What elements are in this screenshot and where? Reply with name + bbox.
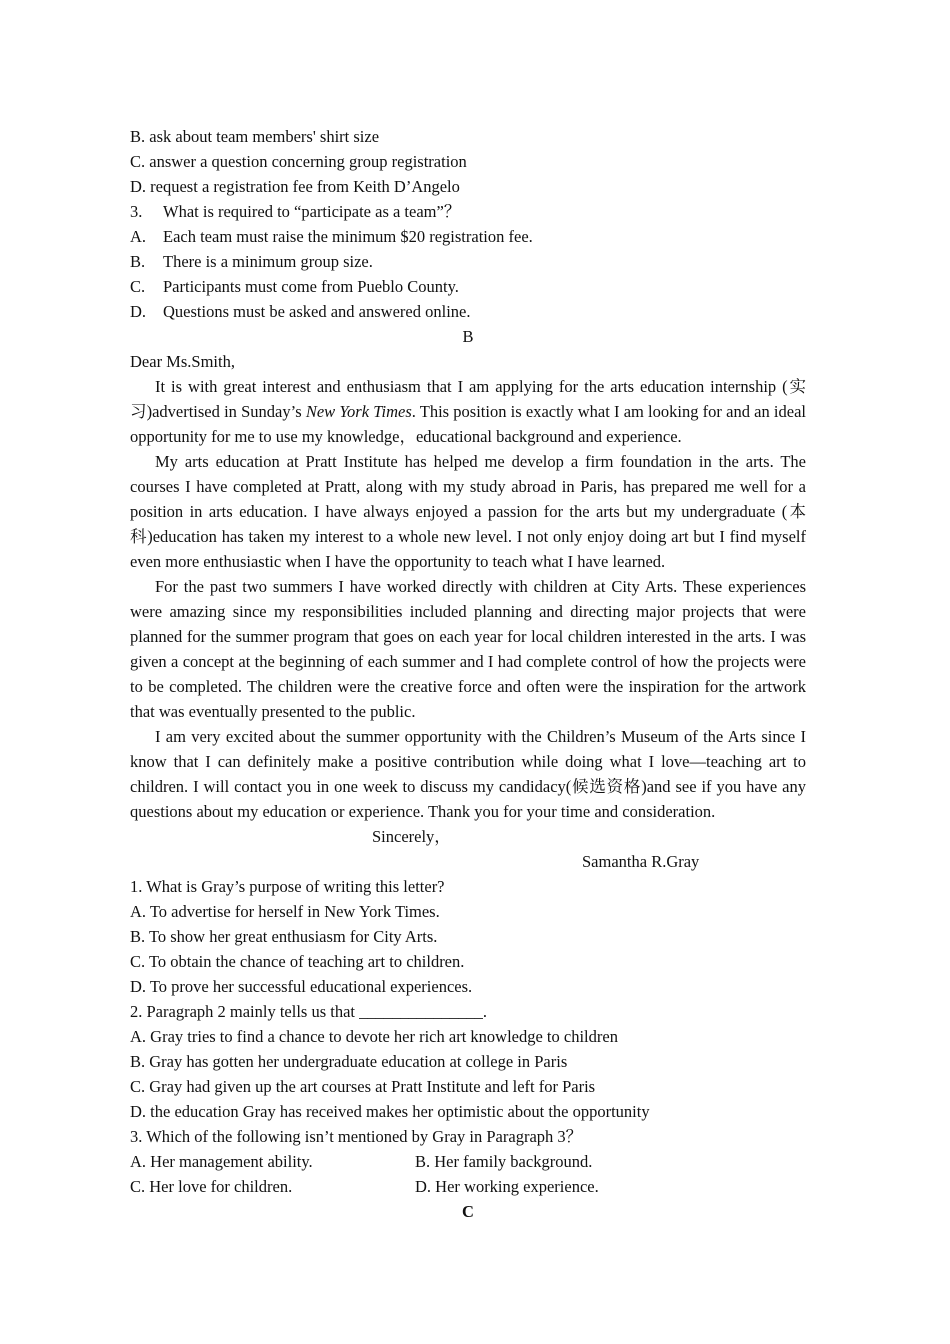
letter-paragraph-2: My arts education at Pratt Institute has helped me develop a firm foundation in the arts. The courses I have completed at Pratt, along with my study abroad in Paris, has prepared me well for a position in arts education. I have always enjoyed a passion for the arts but my undergraduate (本科)education has taken my interest to a whole new level. I not only enjoy doing art but I find myself even more enthusiastic when I have the opportunity to teach what I have learned.	[130, 452, 806, 571]
q2-option-b: B. Gray has gotten her undergraduate education at college in Paris	[130, 1052, 568, 1071]
newspaper-title: New York Times	[305, 402, 412, 421]
q3-options-row-1	[130, 1149, 806, 1174]
q1-option-b: B. To show her great enthusiasm for City Arts.	[130, 927, 438, 946]
q3-options-row-2	[130, 1174, 806, 1199]
option-text: Questions must be asked and answered online.	[163, 302, 471, 321]
letter-paragraph-3: For the past two summers I have worked directly with children at City Arts. These experiences were amazing since my responsibilities included planning and directing major projects that were planned for the summer program that goes on each year for local children interested in the arts. I was given a concept at the beginning of each summer and I had complete control of how the projects were to be completed. The children were the creative force and often were the inspiration for the artwork that was eventually presented to the public.	[130, 577, 806, 721]
section-b-heading: B	[462, 327, 474, 346]
q1-option-d: D. To prove her successful educational experiences.	[130, 977, 473, 996]
q2-option-c: C. Gray had given up the art courses at Pratt Institute and left for Paris	[130, 1077, 596, 1096]
option-letter: B.	[130, 252, 146, 271]
letter-paragraph-1	[130, 374, 806, 449]
q3b-option-d: D. Her working experience.	[415, 1177, 599, 1196]
question-3	[130, 199, 806, 224]
q1-option-c: C. To obtain the chance of teaching art to children.	[130, 952, 465, 971]
option-c: C. answer a question concerning group registration	[130, 152, 467, 171]
letter-signature: Samantha R.Gray	[582, 852, 700, 871]
letter-closing: Sincerely，	[372, 827, 451, 846]
q3-option-c	[130, 274, 806, 299]
q1-option-a: A. To advertise for herself in New York Times.	[130, 902, 440, 921]
q2-option-a: A. Gray tries to find a chance to devote her rich art knowledge to children	[130, 1027, 618, 1046]
question-number: 3.	[130, 202, 143, 221]
option-text: There is a minimum group size.	[163, 252, 373, 271]
letter-salutation: Dear Ms.Smith,	[130, 352, 235, 371]
option-d: D. request a registration fee from Keith D’Angelo	[130, 177, 460, 196]
q3-option-b	[130, 249, 806, 274]
option-text: Participants must come from Pueblo County.	[163, 277, 459, 296]
q3b-option-b: B. Her family background.	[415, 1152, 593, 1171]
q3-option-d	[130, 299, 806, 324]
q2-option-d: D. the education Gray has received makes her optimistic about the opportunity	[130, 1102, 650, 1121]
q3b-option-c: C. Her love for children.	[130, 1177, 293, 1196]
question-2: 2. Paragraph 2 mainly tells us that _______________.	[130, 1002, 487, 1021]
letter-paragraph-4: I am very excited about the summer opportunity with the Children’s Museum of the Arts since I know that I can definitely make a positive contribution while doing what I love—teaching art to children. I will contact you in one week to discuss my candidacy(候选资格)and see if you have any questions about my education or experience. Thank you for your time and consideration.	[130, 727, 806, 821]
document-page	[130, 124, 806, 1224]
question-3-b: 3. Which of the following isn’t mentioned by Gray in Paragraph 3？	[130, 1127, 583, 1146]
option-text: Each team must raise the minimum $20 registration fee.	[163, 227, 533, 246]
option-letter: D.	[130, 302, 147, 321]
option-b: B. ask about team members' shirt size	[130, 127, 380, 146]
q3b-option-a: A. Her management ability.	[130, 1152, 313, 1171]
paragraph-text: . This position is exactly what I am looking for and an ideal opportunity for me to use my knowledge，educational background and experience.	[130, 402, 806, 446]
question-1: 1. What is Gray’s purpose of writing this letter?	[130, 877, 445, 896]
option-letter: C.	[130, 277, 146, 296]
section-c-heading: C	[462, 1202, 474, 1221]
option-letter: A.	[130, 227, 147, 246]
q3-option-a	[130, 224, 806, 249]
question-text: What is required to “participate as a team”？	[163, 202, 461, 221]
paragraph-text: It is with great interest and enthusiasm that I am applying for the arts education internship (实习)advertised in Sunday’s	[130, 377, 806, 421]
